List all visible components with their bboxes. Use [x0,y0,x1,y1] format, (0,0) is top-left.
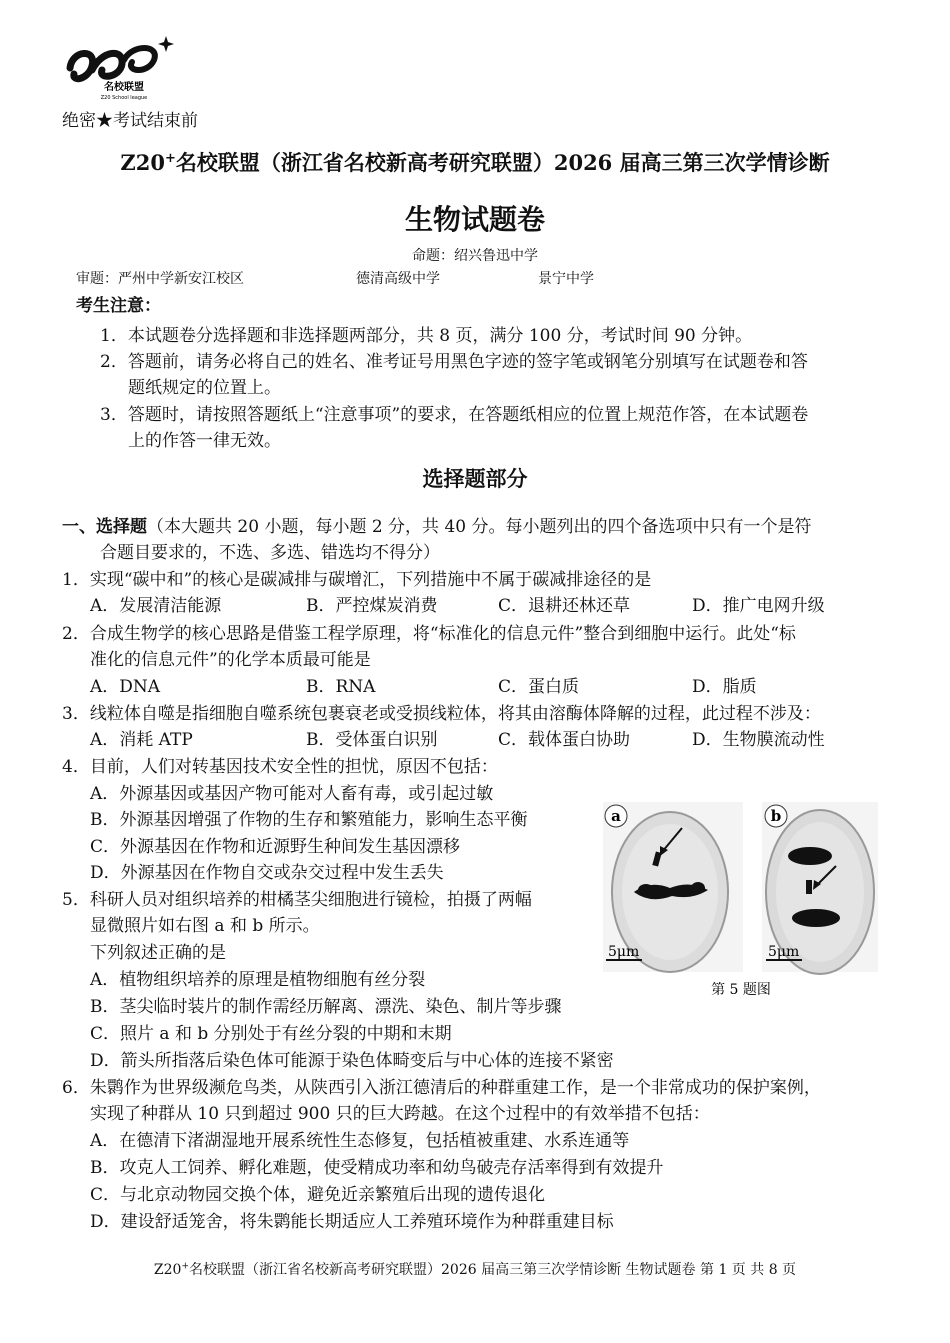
svg-text:名校联盟: 名校联盟 [104,82,144,93]
q5-option-b: B．茎尖临时装片的制作需经历解离、漂洗、染色、制片等步骤 [90,997,562,1017]
q5-stem-cont: 显微照片如右图 a 和 b 所示。 [90,916,320,936]
exam-title: Z20+名校联盟（浙江省名校新高考研究联盟）2026 届高三第三次学情诊断 [120,150,830,175]
micrograph-b [762,802,878,974]
reviewer-line: 审题：严州中学新安江校区 德清高级中学 景宁中学 [76,271,594,287]
q5-figure-caption: 第 5 题图 [711,982,771,998]
note-2-cont: 题纸规定的位置上。 [128,378,281,398]
q2-option-d: D．脂质 [692,677,757,697]
q6-stem-cont: 实现了种群从 10 只到超过 900 只的巨大跨越。在这个过程中的有效举措不包括： [90,1104,710,1124]
q2-option-c: C．蛋白质 [498,677,580,697]
q5-option-d: D．箭头所指落后染色体可能源于染色体畸变后与中心体的连接不紧密 [90,1051,614,1071]
q3-options [0,725,950,749]
setter-line: 命题：绍兴鲁迅中学 [412,248,538,264]
part1-desc-cont: 合题目要求的，不选、多选、错选均不得分） [100,543,440,563]
q5-stem: 5．科研人员对组织培养的柑橘茎尖细胞进行镜检，拍摄了两幅 [62,890,532,910]
note-1: 1．本试题卷分选择题和非选择题两部分，共 8 页，满分 100 分，考试时间 90 分钟。 [100,326,753,346]
q4-stem: 4．目前，人们对转基因技术安全性的担忧，原因不包括： [62,757,498,777]
q2-option-a: A．DNA [90,677,161,697]
q6-option-c: C．与北京动物园交换个体，避免近亲繁殖后出现的遗传退化 [90,1185,546,1205]
q5-micrograph-figure [600,800,882,1000]
q3-stem: 3．线粒体自噬是指细胞自噬系统包裹衰老或受损线粒体，将其由溶酶体降解的过程，此过程不涉及： [62,704,821,724]
q2-option-b: B．RNA [306,677,376,697]
q2-stem-cont: 准化的信息元件”的化学本质最可能是 [90,650,371,670]
exam-subtitle: 生物试题卷 [404,203,545,236]
q5-stem-question: 下列叙述正确的是 [90,943,226,963]
svg-text:a: a [611,807,621,825]
q5-option-a: A．植物组织培养的原理是植物细胞有丝分裂 [90,970,426,990]
school-league-logo [62,30,182,100]
q1-option-b: B．严控煤炭消费 [306,596,438,616]
q2-options [0,672,950,696]
q1-option-a: A．发展清洁能源 [90,596,222,616]
q4-option-b: B．外源基因增强了作物的生存和繁殖能力，影响生态平衡 [90,810,528,830]
q6-option-b: B．攻克人工饲养、孵化难题，使受精成功率和幼鸟破壳存活率得到有效提升 [90,1158,664,1178]
note-3-cont: 上的作答一律无效。 [128,431,281,451]
q1-option-c: C．退耕还林还草 [498,596,631,616]
section-title: 选择题部分 [422,466,528,491]
q3-option-a: A．消耗 ATP [90,730,193,750]
q4-option-c: C．外源基因在作物和近源野生种间发生基因漂移 [90,837,461,857]
part1-heading: 一、选择题（本大题共 20 小题，每小题 2 分，共 40 分。每小题列出的四个备选项中只有一个是符 [62,517,812,537]
micrograph-a [603,802,743,972]
page-footer: Z20+名校联盟（浙江省名校新高考研究联盟）2026 届高三第三次学情诊断 生物试题卷 第 1 页 共 8 页 [153,1261,797,1278]
notes-title: 考生注意： [76,296,161,316]
q4-option-a: A．外源基因或基因产物可能对人畜有毒，或引起过敏 [90,784,494,804]
note-2: 2．答题前，请务必将自己的姓名、准考证号用黑色字迹的签字笔或钢笔分别填写在试题卷和答 [100,352,808,372]
svg-text:5μm: 5μm [768,944,800,960]
svg-text:b: b [770,807,782,825]
svg-text:5μm: 5μm [608,944,640,960]
q6-option-d: D．建设舒适笼舍，将朱鹮能长期适应人工养殖环境作为种群重建目标 [90,1212,614,1232]
q6-option-a: A．在德清下渚湖湿地开展系统性生态修复，包括植被重建、水系连通等 [90,1131,630,1151]
q3-option-b: B．受体蛋白识别 [306,730,438,750]
q4-option-d: D．外源基因在作物自交或杂交过程中发生丢失 [90,863,444,883]
note-3: 3．答题时，请按照答题纸上“注意事项”的要求，在答题纸相应的位置上规范作答，在本试题卷 [100,405,809,425]
q1-stem: 1．实现“碳中和”的核心是碳减排与碳增汇，下列措施中不属于碳减排途径的是 [62,570,652,590]
q3-option-c: C．载体蛋白协助 [498,730,631,750]
q3-option-d: D．生物膜流动性 [692,730,825,750]
q5-option-c: C．照片 a 和 b 分别处于有丝分裂的中期和末期 [90,1024,452,1044]
q1-option-d: D．推广电网升级 [692,596,825,616]
confidential-label: 绝密★考试结束前 [62,111,198,131]
q6-stem: 6．朱鹮作为世界级濒危鸟类，从陕西引入浙江德清后的种群重建工作，是一个非常成功的保护案例， [62,1078,821,1098]
q1-options [0,591,950,615]
q2-stem: 2．合成生物学的核心思路是借鉴工程学原理，将“标准化的信息元件”整合到细胞中运行。此处“标 [62,624,796,644]
svg-text:Z20 School league: Z20 School league [100,95,148,100]
